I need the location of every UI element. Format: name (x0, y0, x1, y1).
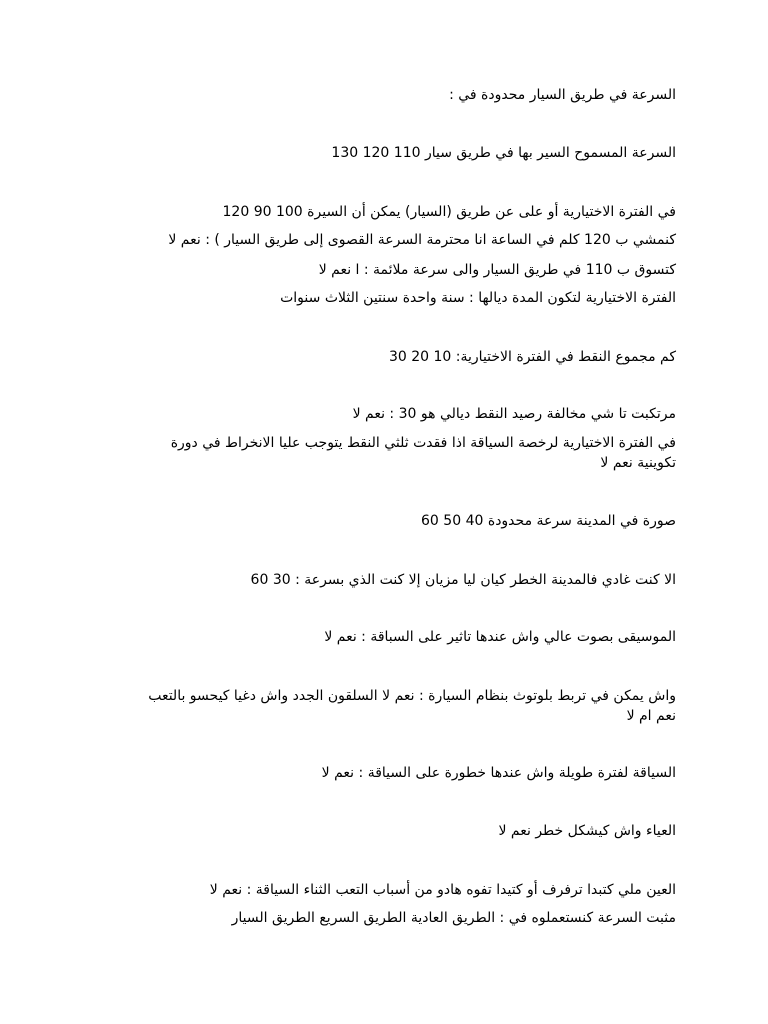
paragraph-line: تكوينية نعم لا (600, 455, 676, 471)
paragraph (148, 686, 676, 726)
paragraph-line: العين ملي كتبدا ترفرف أو كتيدا تفوه هادو من أسباب التعب الثناء السياقة : نعم لا (209, 882, 676, 898)
paragraph (223, 202, 677, 222)
paragraph-line: مثبت السرعة كنستعملوه في : الطريق العادية الطريق السريع الطريق السيار (231, 910, 676, 926)
paragraph (171, 433, 676, 473)
paragraph-line: نعم ام لا (626, 708, 676, 724)
paragraph-line: الموسيقى بصوت عالي واش عندها تاثير على السباقة : نعم لا (324, 629, 676, 645)
paragraph (210, 880, 676, 900)
paragraph (449, 85, 676, 105)
paragraph-line: كم مجموع النقط في الفترة الاختيارية: 10 20 30 (388, 349, 676, 365)
paragraph (280, 288, 676, 308)
paragraph-line: الفترة الاختيارية لتكون المدة ديالها : سنة واحدة سنتين الثلاث سنوات (280, 290, 676, 306)
paragraph-line: الا كنت غادي فالمدينة الخطر كيان ليا مزيان إلا كنت الذي بسرعة : 30 60 (250, 572, 676, 588)
paragraph (331, 143, 676, 163)
paragraph (324, 627, 676, 647)
paragraph-line: السرعة في طريق السيار محدودة في : (449, 87, 676, 103)
paragraph (322, 763, 676, 783)
paragraph (251, 570, 676, 590)
paragraph-line: العياء واش كيشكل خطر نعم لا (498, 823, 676, 839)
paragraph-line: في الفترة الاختيارية أو على عن طريق (السيار) يمكن أن السيرة 100 90 120 (222, 204, 676, 220)
paragraph (421, 511, 676, 531)
paragraph-line: السرعة المسموح السير بها في طريق سيار 110 120 130 (331, 145, 676, 161)
paragraph (353, 404, 676, 424)
paragraph-line: مرتكبت تا شي مخالفة رصيد النقط ديالي هو 30 : نعم لا (352, 406, 676, 422)
paragraph (498, 821, 676, 841)
paragraph-line: في الفترة الاختيارية لرخصة السياقة اذا فقدت ثلثي النقط يتوجب عليا الانخراط في دورة (170, 435, 676, 451)
paragraph (389, 347, 676, 367)
paragraph (168, 230, 676, 250)
paragraph (319, 260, 676, 280)
paragraph-line: واش يمكن في تربط بلوتوث بنظام السيارة : نعم لا السلقون الجدد واش دغيا كيحسو بالتعب (148, 688, 676, 704)
paragraph-line: كنمشي ب 120 كلم في الساعة انا محترمة السرعة القصوى إلى طريق السيار ) : نعم لا (168, 232, 676, 248)
paragraph-line: كتسوق ب 110 في طريق السيار والى سرعة ملائمة : ا نعم لا (318, 262, 676, 278)
paragraph-line: صورة في المدينة سرعة محدودة 40 50 60 (421, 513, 676, 529)
paragraph-line: السياقة لفترة طويلة واش عندها خطورة على السياقة : نعم لا (321, 765, 676, 781)
paragraph (232, 908, 676, 928)
